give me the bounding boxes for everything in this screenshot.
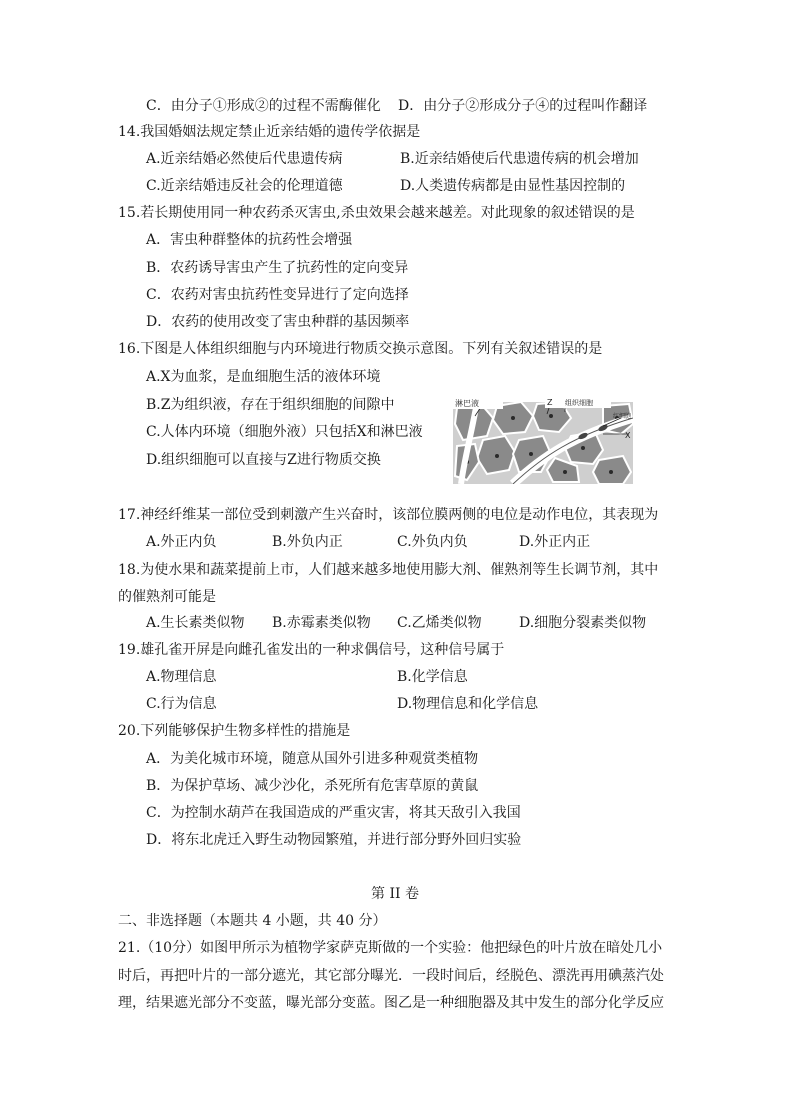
q19-option-b: B.化学信息 [397, 669, 468, 685]
q15-option-c: C．农药对害虫抗药性变异进行了定向选择 [146, 287, 409, 303]
q18-option-d: D.细胞分裂素类似物 [519, 615, 647, 631]
tissue-exchange-diagram [453, 396, 633, 484]
q16-option-b: B.Z为组织液，存在于组织细胞的间隙中 [146, 397, 395, 413]
q15-option-a: A．害虫种群整体的抗药性会增强 [146, 232, 353, 248]
label-x: X [625, 431, 631, 440]
q14-option-c: C.近亲结婚违反社会的伦理道德 [146, 178, 343, 194]
q16-stem: 16.下图是人体组织细胞与内环境进行物质交换示意图。下列有关叙述错误的是 [118, 341, 603, 357]
label-tissue-cell: 组织细胞 [565, 399, 593, 407]
q17-option-d: D.外正内正 [519, 534, 591, 550]
q19-stem: 19.雄孔雀开屏是向雌孔雀发出的一种求偶信号，这种信号属于 [118, 642, 505, 658]
q18-option-a: A.生长素类似物 [146, 615, 245, 631]
q18-stem-line2: 的催熟剂可能是 [118, 589, 216, 605]
q18-stem-line1: 18.为使水果和蔬菜提前上市，人们越来越多地使用膨大剂、催熟剂等生长调节剂，其中 [118, 562, 659, 578]
q21-line2: 时后，再把叶片的一部分遮光，其它部分曝光．一段时间后，经脱色、漂洗再用碘蒸汽处 [118, 968, 664, 984]
q21-line1: 21.（10分）如图甲所示为植物学家萨克斯做的一个实验：他把绿色的叶片放在暗处几小 [118, 940, 663, 956]
q15-option-d: D．农药的使用改变了害虫种群的基因频率 [146, 314, 410, 330]
q19-option-d: D.物理信息和化学信息 [397, 696, 539, 712]
q20-option-d: D．将东北虎迁入野生动物园繁殖，并进行部分野外回归实验 [146, 832, 522, 848]
q14-option-b: B.近亲结婚使后代患遗传病的机会增加 [400, 151, 639, 167]
q19-option-a: A.物理信息 [146, 669, 217, 685]
label-red-blood-cell: 红细胞 [613, 413, 632, 420]
q17-option-a: A.外正内负 [146, 534, 217, 550]
q15-stem: 15.若长期使用同一种农药杀灭害虫,杀虫效果会越来越差。对此现象的叙述错误的是 [118, 205, 635, 221]
label-lymph: 淋巴液 [455, 399, 479, 408]
q17-option-b: B.外负内正 [272, 534, 343, 550]
q14-stem: 14.我国婚姻法规定禁止近亲结婚的遗传学依据是 [118, 124, 421, 140]
part2-title: 第 II 卷 [371, 886, 419, 902]
q16-option-c: C.人体内环境（细胞外液）只包括X和淋巴液 [146, 424, 423, 440]
part2-heading: 二、非选择题（本题共 4 小题，共 40 分） [118, 913, 387, 929]
q16-option-d: D.组织细胞可以直接与Z进行物质交换 [146, 452, 381, 468]
q17-stem: 17.神经纤维某一部位受到刺激产生兴奋时，该部位膜两侧的电位是动作电位，其表现为 [118, 507, 659, 523]
q20-option-c: C．为控制水葫芦在我国造成的严重灾害，将其天敌引入我国 [146, 805, 521, 821]
label-z: Z [547, 398, 553, 407]
q21-line3: 理，结果遮光部分不变蓝，曝光部分变蓝。图乙是一种细胞器及其中发生的部分化学反应 [118, 995, 664, 1011]
q16-option-a: A.X为血浆，是血细胞生活的液体环境 [146, 369, 381, 385]
q19-option-c: C.行为信息 [146, 696, 217, 712]
q13-option-c: C．由分子①形成②的过程不需酶催化 [146, 98, 381, 114]
q20-option-a: A．为美化城市环境，随意从国外引进多种观赏类植物 [146, 751, 479, 767]
q20-stem: 20.下列能够保护生物多样性的措施是 [118, 723, 351, 739]
q14-option-d: D.人类遗传病都是由显性基因控制的 [400, 178, 626, 194]
q13-option-d: D．由分子②形成分子④的过程叫作翻译 [398, 98, 648, 114]
q18-option-c: C.乙烯类似物 [397, 615, 482, 631]
q17-option-c: C.外负内负 [397, 534, 468, 550]
q18-option-b: B.赤霉素类似物 [272, 615, 371, 631]
q15-option-b: B．农药诱导害虫产生了抗药性的定向变异 [146, 260, 409, 276]
q20-option-b: B．为保护草场、减少沙化，杀死所有危害草原的黄鼠 [146, 778, 479, 794]
q14-option-a: A.近亲结婚必然使后代患遗传病 [146, 151, 343, 167]
